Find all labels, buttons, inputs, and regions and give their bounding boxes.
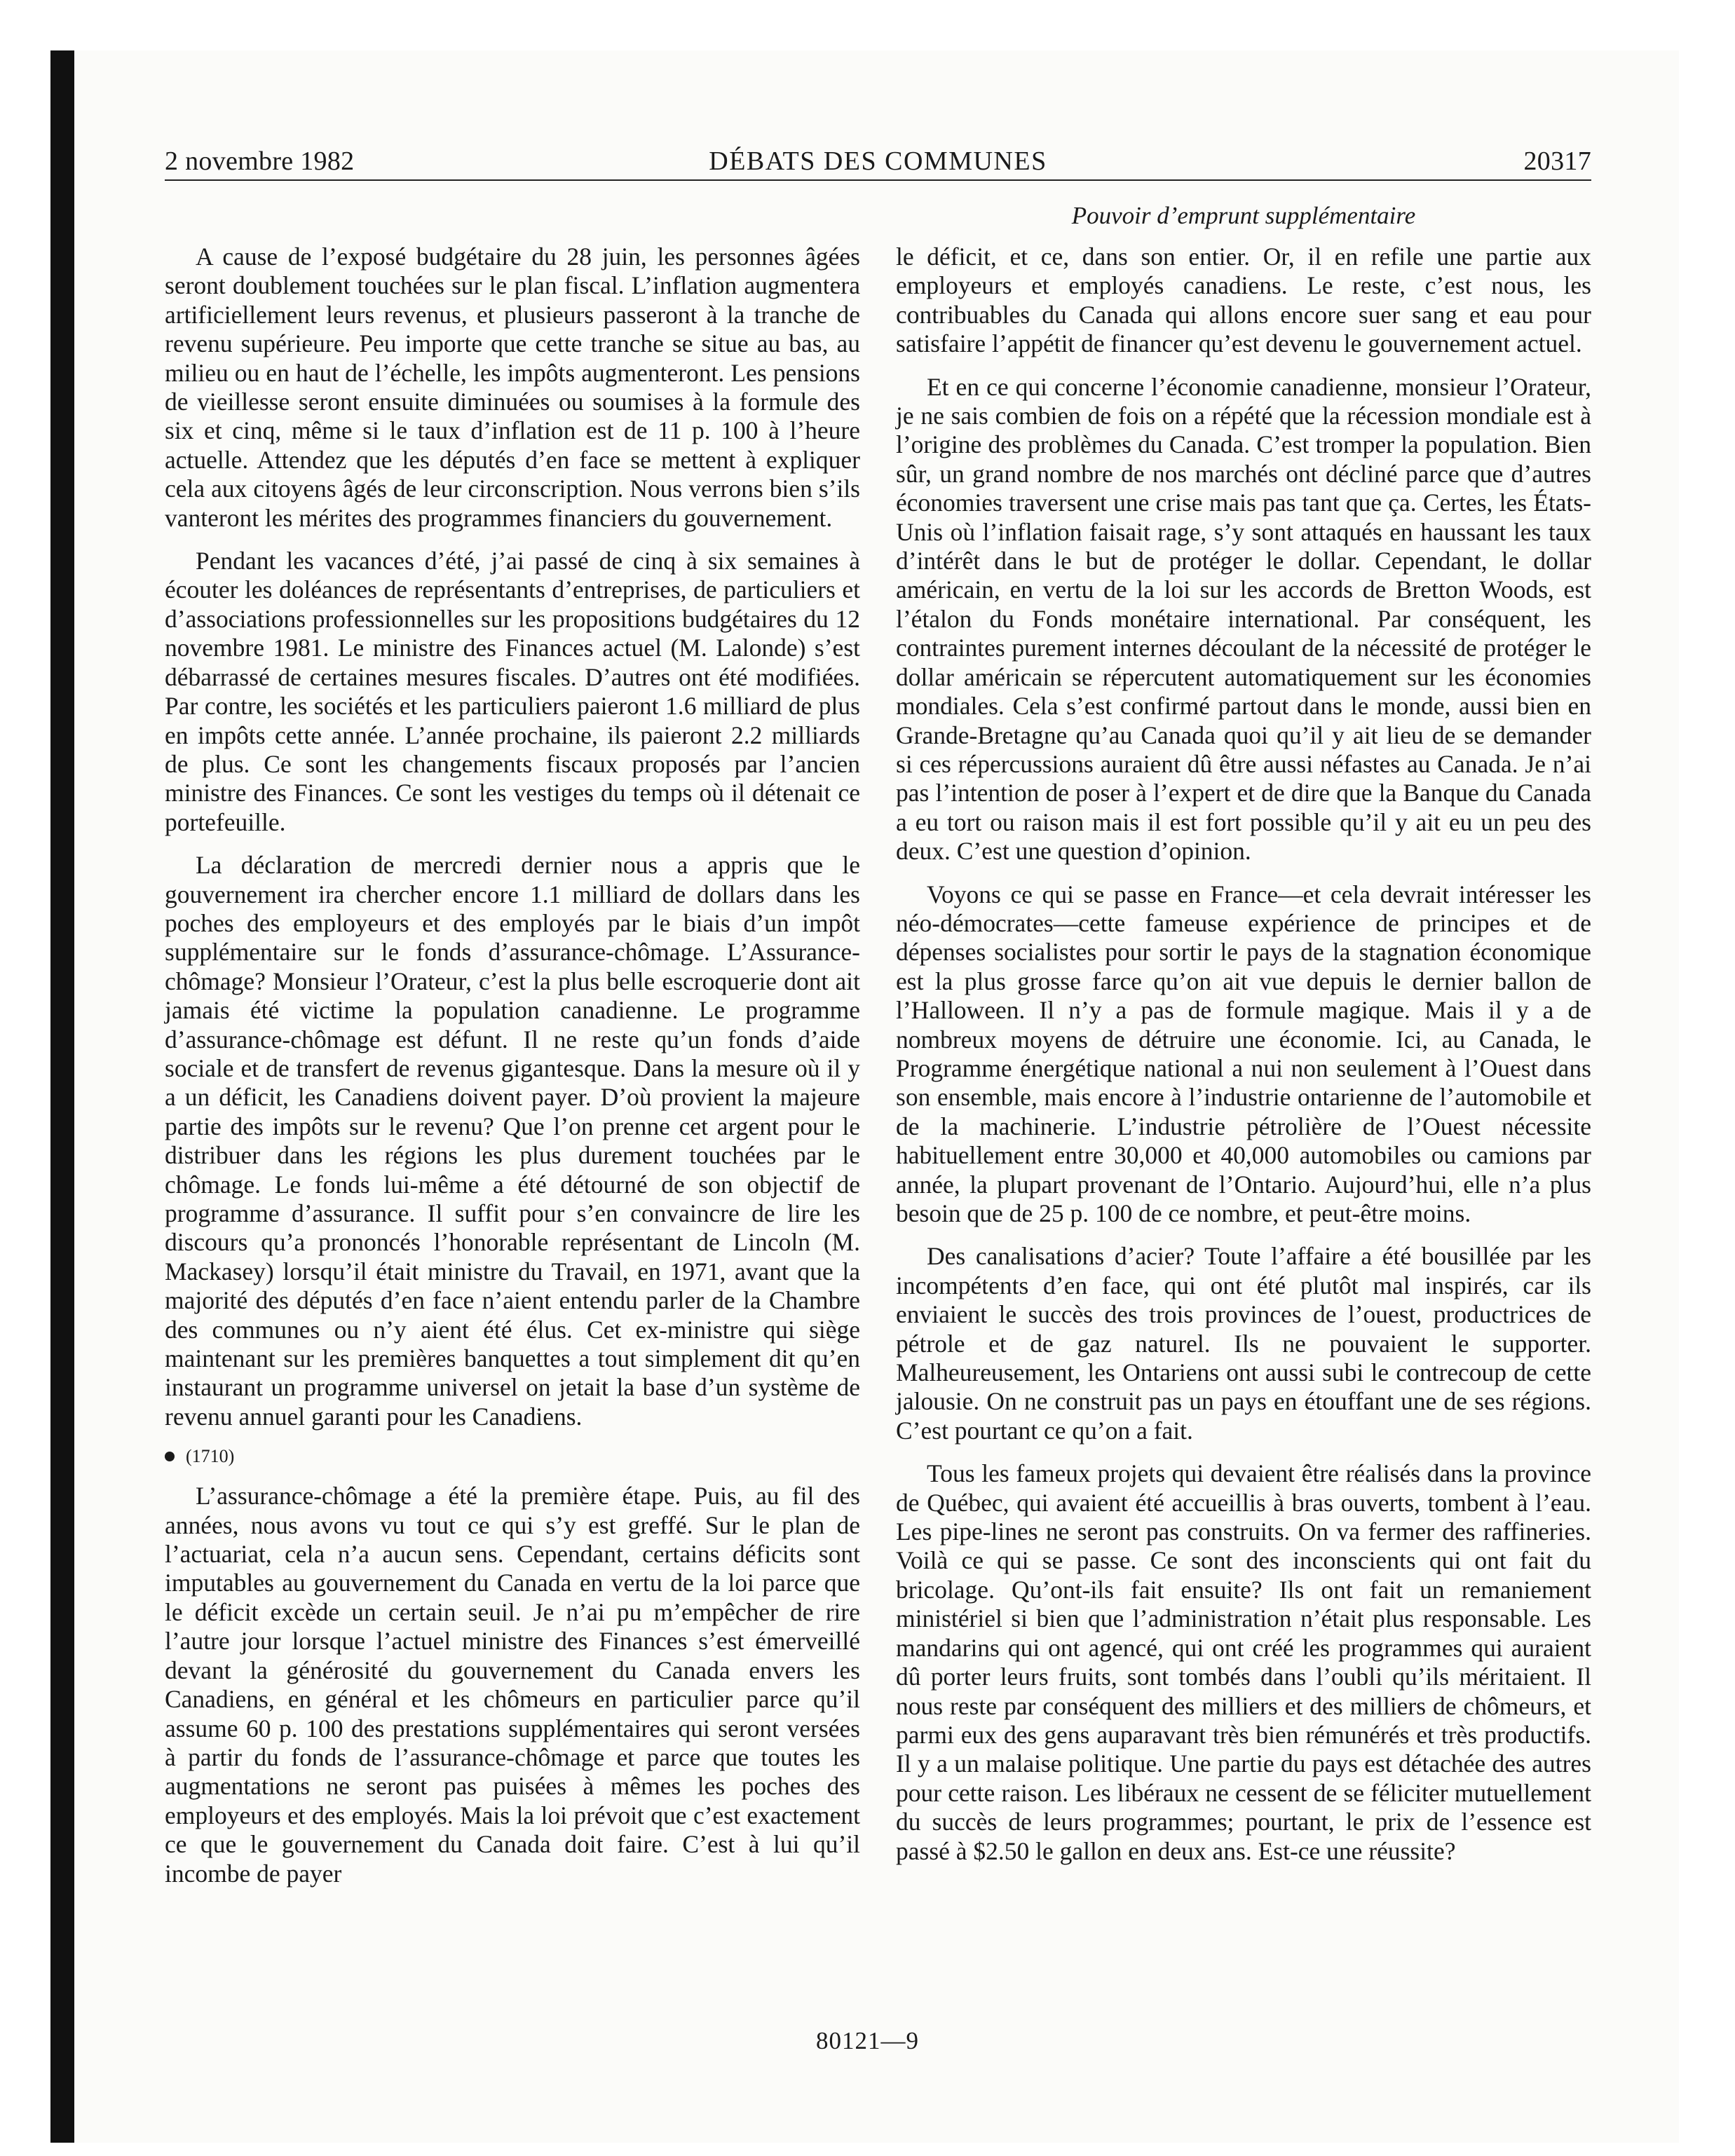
- scan-edge: [50, 50, 74, 2143]
- paragraph: Des canalisations d’acier? Toute l’affaire a été bousillée par les incompétents d’en face, qui ont été plutôt mal inspirés, car ils enviaient le succès des trois provinces de l’ouest, productrices de pétrole et de gaz naturel. Ils ne pouvaient le supporter. Malheureusement, les Ontariens ont aussi subi le contrecoup de cette jalousie. On ne construit pas un pays en étouffant une de ses régions. C’est pourtant ce qu’on a fait.: [896, 1242, 1591, 1445]
- header-publication: DÉBATS DES COMMUNES: [709, 146, 1047, 176]
- paragraph: Tous les fameux projets qui devaient être réalisés dans la province de Québec, qui avaient été accueillis à bras ouverts, tombent à l’eau. Les pipe-lines ne seront pas construits. On va fermer des raffineries. Voilà ce qui se passe. Ce sont des inconscients qui ont fait du bricolage. Qu’ont-ils fait ensuite? Ils ont fait un remaniement ministériel si bien que l’administration n’était plus responsable. Les mandarins qui ont agencé, qui ont créé les programmes qui auraient dû porter leurs fruits, sont tombés dans l’oubli qu’ils méritaient. Il nous reste par conséquent des milliers et des milliers de chômeurs, et parmi eux des gens auparavant très bien rémunérés et très productifs. Il y a un malaise politique. Une partie du pays est détachée des autres pour cette raison. Les libéraux ne cessent de se féliciter mutuellement du succès de leurs programmes; pourtant, le prix de l’essence est passé à $2.50 le gallon en deux ans. Est-ce une réussite?: [896, 1459, 1591, 1865]
- timestamp: [165, 1445, 860, 1468]
- page-header: [165, 144, 1591, 181]
- header-date: 2 novembre 1982: [165, 146, 355, 176]
- right-column: [896, 243, 1591, 1880]
- paragraph: A cause de l’exposé budgétaire du 28 juin, les personnes âgées seront doublement touchées sur le plan fiscal. L’inflation augmentera artificiellement leurs revenus, et plusieurs passeront à la tranche de revenu supérieure. Peu importe que cette tranche se situe au bas, au milieu ou en haut de l’échelle, les impôts augmenteront. Les pensions de vieillesse seront ensuite diminuées ou soumises à la formule des six et cinq, même si le taux d’inflation est de 11 p. 100 à l’heure actuelle. Attendez que les députés d’en face se mettent à expliquer cela aux citoyens âgés de leur circonscription. Nous verrons bien s’ils vanteront les mérites des programmes financiers du gouvernement.: [165, 243, 860, 532]
- header-page-number: 20317: [1523, 146, 1591, 176]
- running-head: Pouvoir d’emprunt supplémentaire: [1071, 202, 1416, 229]
- paragraph: Et en ce qui concerne l’économie canadienne, monsieur l’Orateur, je ne sais combien de fois on a répété que la récession mondiale est à l’origine des problèmes du Canada. C’est tromper la population. Bien sûr, un grand nombre de nos marchés ont décliné parce que d’autres économies traversent une crise mais pas tant que ça. Certes, les États-Unis où l’inflation faisait rage, s’y sont attaqués en haussant les taux d’intérêt dans le but de protéger le dollar. Cependant, le dollar américain, en vertu de la loi sur les accords de Bretton Woods, est l’étalon du Fonds monétaire international. Par conséquent, les contraintes purement internes découlant de la nécessité de protéger le dollar américain se répercutent automatiquement sur les économies mondiales. Cela s’est confirmé partout dans le monde, aussi bien en Grande-Bretagne qu’au Canada quoi qu’il y ait lieu de se demander si ces répercussions auraient dû être aussi néfastes au Canada. Je n’ai pas l’intention de poser à l’expert et de dire que la Banque du Canada a eu tort ou raison mais il est fort possible qu’il y ait eu un peu des deux. C’est une question d’opinion.: [896, 372, 1591, 866]
- timestamp-text: (1710): [186, 1446, 235, 1467]
- left-column: [165, 243, 860, 1902]
- paragraph: le déficit, et ce, dans son entier. Or, il en refile une partie aux employeurs et employés canadiens. Le reste, c’est nous, les contribuables du Canada qui allons encore suer sang et eau pour satisfaire l’appétit de financer qu’est devenu le gouvernement actuel.: [896, 243, 1591, 358]
- paragraph: La déclaration de mercredi dernier nous a appris que le gouvernement ira chercher encore 1.1 milliard de dollars dans les poches des employeurs et des employés par le biais d’un impôt supplémentaire sur le fonds d’assurance-chômage. L’Assurance-chômage? Monsieur l’Orateur, c’est la plus belle escroquerie dont ait jamais été victime la population canadienne. Le programme d’assurance-chômage est défunt. Il ne reste qu’un fonds d’aide sociale et de transfert de revenus gigantesque. Dans la mesure où il y a un déficit, les Canadiens doivent payer. D’où provient la majeure partie des impôts sur le revenu? Que l’on prenne cet argent pour le distribuer dans les régions les plus durement touchées par le chômage. Le fonds lui-même a été détourné de son objectif de programme d’assurance. Il suffit pour s’en convaincre de lire les discours qu’a prononcés l’honorable représentant de Lincoln (M. Mackasey) lorsqu’il était ministre du Travail, en 1971, avant que la majorité des députés d’en face n’aient entendu parler de la Chambre des communes ou n’y aient été élus. Cet ex-ministre qui siège maintenant sur les premières banquettes a tout simplement dit qu’en instaurant un programme universel on jetait la base d’un système de revenu annuel garanti pour les Canadiens.: [165, 851, 860, 1431]
- paragraph: L’assurance-chômage a été la première étape. Puis, au fil des années, nous avons vu tout ce qui s’y est greffé. Sur le plan de l’actuariat, cela n’a aucun sens. Cependant, certains déficits sont imputables au gouvernement du Canada en vertu de la loi parce que le déficit excède un certain seuil. Je n’ai pu m’empêcher de rire l’autre jour lorsque l’actuel ministre des Finances s’est émerveillé devant la générosité du gouvernement du Canada envers les Canadiens, en général et les chômeurs en particulier parce qu’il assume 60 p. 100 des prestations supplémentaires qui seront versées à partir du fonds de l’assurance-chômage et parce que toutes les augmentations ne seront pas puisées à mêmes les poches des employeurs et des employés. Mais la loi prévoit que c’est exactement ce que le gouvernement du Canada doit faire. C’est à lui qu’il incombe de payer: [165, 1482, 860, 1888]
- paragraph: Voyons ce qui se passe en France—et cela devrait intéresser les néo-démocrates—cette fameuse expérience de principes et de dépenses socialistes pour sortir le pays de la stagnation économique est la plus grosse farce qu’on ait vue depuis le dernier ballon de l’Halloween. Il n’y a pas de formule magique. Mais il y a de nombreux moyens de détruire une économie. Ici, au Canada, le Programme énergétique national a nui non seulement à l’Ouest dans son ensemble, mais encore à l’industrie ontarienne de l’automobile et de la machinerie. L’industrie pétrolière de l’Ouest nécessite habituellement entre 30,000 et 40,000 automobiles ou camions par année, la plupart provenant de l’Ontario. Aujourd’hui, elle n’a plus besoin que de 25 p. 100 de ce nombre, et peut-être moins.: [896, 880, 1591, 1227]
- page-footer: 80121—9: [816, 2027, 919, 2054]
- bullet-icon: [165, 1452, 175, 1461]
- paragraph: Pendant les vacances d’été, j’ai passé de cinq à six semaines à écouter les doléances de représentants d’entreprises, de particuliers et d’associations professionnelles sur les propositions budgétaires du 12 novembre 1981. Le ministre des Finances actuel (M. Lalonde) s’est débarrassé de certaines mesures fiscales. D’autres ont été modifiées. Par contre, les sociétés et les particuliers paieront 1.6 milliard de plus en impôts cette année. L’année prochaine, ils paieront 2.2 milliards de plus. Ce sont les changements fiscaux proposés par l’ancien ministre des Finances. Ce sont les vestiges du temps où il détenait ce portefeuille.: [165, 547, 860, 836]
